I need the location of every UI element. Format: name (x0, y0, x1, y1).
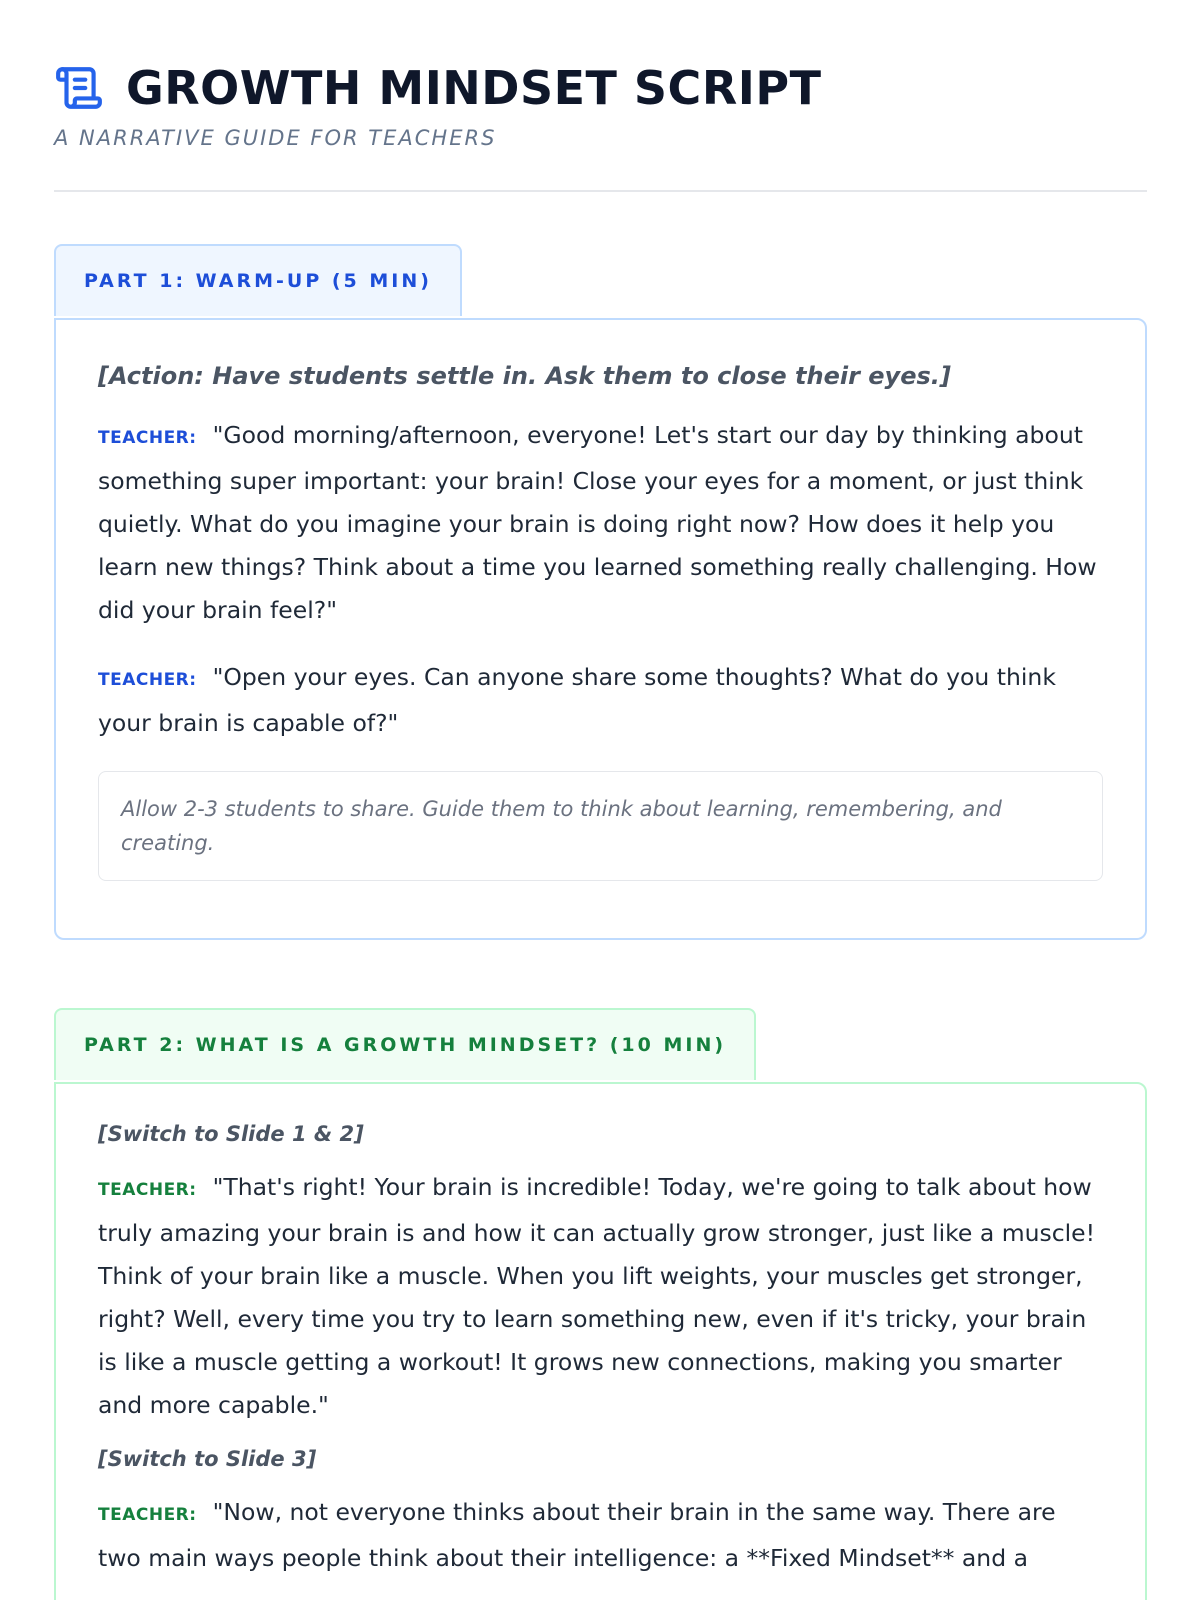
teacher-line (98, 656, 1103, 745)
page-header (54, 52, 1147, 192)
stage-direction: [Switch to Slide 1 & 2] (98, 1122, 364, 1146)
teacher-line (98, 1166, 1103, 1427)
scroll-icon (54, 63, 104, 113)
teacher-note: Allow 2-3 students to share. Guide them to think about learning, remembering, and creating. (98, 771, 1103, 881)
teacher-line (98, 414, 1103, 632)
stage-direction: [Switch to Slide 3] (98, 1447, 317, 1471)
speaker-label: TEACHER: (98, 1505, 197, 1525)
section-part-1 (54, 318, 1147, 940)
speaker-label: TEACHER: (98, 1180, 197, 1200)
title-row (54, 58, 821, 118)
stage-direction: [Action: Have students settle in. Ask them to close their eyes.] (98, 362, 951, 390)
speaker-label: TEACHER: (98, 428, 197, 448)
teacher-line (98, 1491, 1103, 1580)
tab-part-2: PART 2: WHAT IS A GROWTH MINDSET? (10 MIN) (54, 1008, 756, 1080)
teacher-line-text: "That's right! Your brain is incredible! Today, we're going to talk about how truly amazing your brain is and how it can actually grow stronger, just like a muscle! Think of your brain like a muscle. When you lift weights, your muscles get stronger, right? Well, every time you try to learn something new, even if it's tricky, your brain is like a muscle getting a workout! It grows new connections, making you smarter and more capable." (98, 1173, 1096, 1419)
teacher-line-text: "Now, not everyone thinks about their brain in the same way. There are two main ways people think about their intelligence: a **Fixed Mindset** and a (98, 1498, 1056, 1572)
section-part-2 (54, 1082, 1147, 1600)
teacher-line-text: "Open your eyes. Can anyone share some thoughts? What do you think your brain is capable of?" (98, 663, 1056, 737)
page-subtitle: A NARRATIVE GUIDE FOR TEACHERS (54, 126, 497, 150)
page-title: GROWTH MINDSET SCRIPT (126, 61, 822, 115)
teacher-line-text: "Good morning/afternoon, everyone! Let's start our day by thinking about something super important: your brain! Close your eyes for a moment, or just think quietly. What do you imagine your brain is doing right now? How does it help you learn new things? Think about a time you learned something really challenging. How did your brain feel?" (98, 421, 1097, 624)
tab-part-1: PART 1: WARM-UP (5 MIN) (54, 244, 462, 316)
speaker-label: TEACHER: (98, 670, 197, 690)
